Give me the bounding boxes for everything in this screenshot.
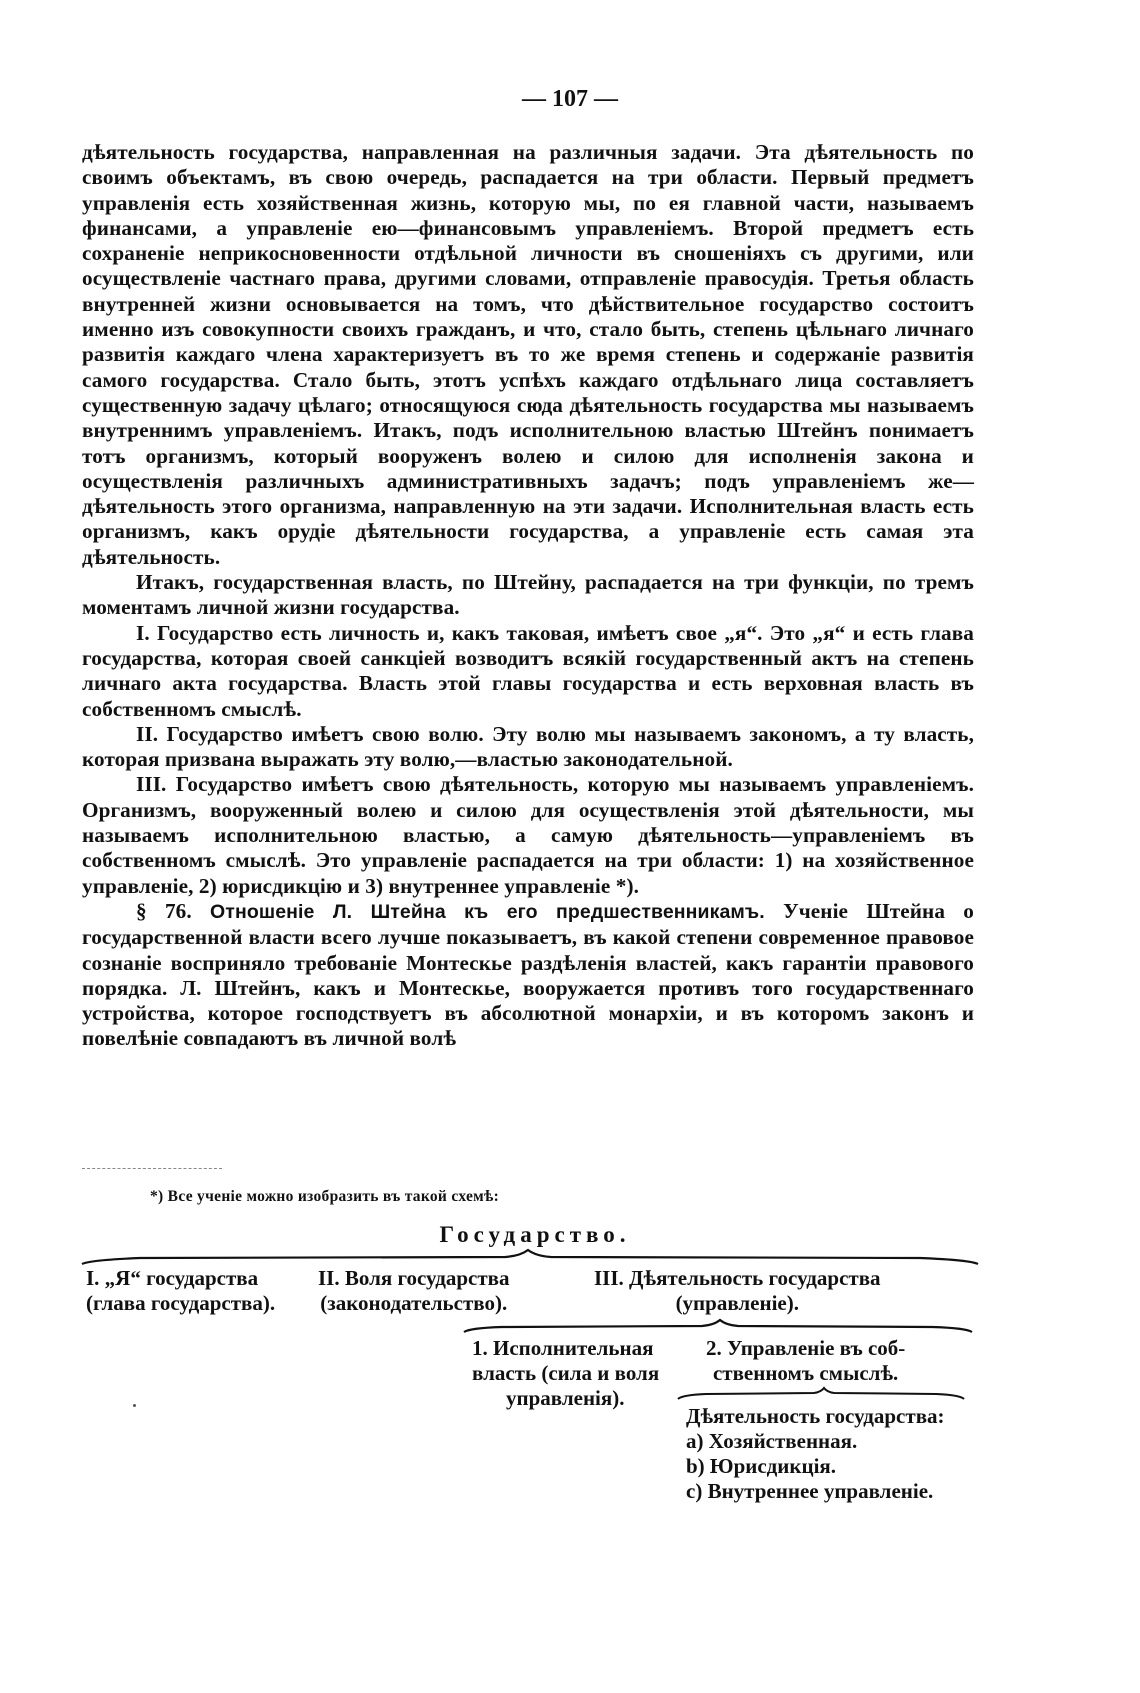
branch-head-line: I. „Я“ государства: [86, 1266, 259, 1290]
area-item: c) Внутреннее управленіе.: [686, 1479, 934, 1503]
executive-line: управленія).: [506, 1386, 625, 1410]
executive-line: 1. Исполнительная: [472, 1336, 654, 1360]
section-text: Ученіе Штейна о государственной власти всего лучше показываетъ, въ какой степени современное правовое сознаніе восприняло требованіе Монтескье раздѣленія властей, какъ гарантіи правового порядка. Л. Штейнъ, какъ и Монтескье, вооружается противъ того государственнаго устройства, которое господствуетъ въ абсолютной монархіи, и въ которомъ законъ и повелѣніе совпадаютъ въ личной волѣ: [82, 898, 974, 1051]
section-76: [82, 899, 974, 1052]
scheme-areas: [686, 1404, 945, 1504]
brace-administration: [676, 1386, 966, 1402]
branch-head-line: (глава государства).: [86, 1291, 276, 1315]
section-number: § 76.: [136, 898, 192, 923]
paragraph: I. Государство есть личность и, какъ таковая, имѣетъ свое „я“. Это „я“ и есть глава государства, которая своей санкціей возводитъ всякій государственный актъ на степень личнаго акта государства. Власть этой главы государства и есть верховная власть въ собственномъ смыслѣ.: [82, 620, 974, 721]
branch-will-line: (законодательство).: [320, 1291, 508, 1315]
branch-will-line: II. Воля государства: [318, 1266, 510, 1290]
footnote-separator: [82, 1168, 222, 1169]
executive-line: власть (сила и воля: [472, 1361, 660, 1385]
paragraph: II. Государство имѣетъ свою волю. Эту волю мы называемъ закономъ, а ту власть, которая призвана выражать эту волю,—властью законодательной.: [82, 721, 974, 772]
administration-line: ственномъ смыслѣ.: [712, 1361, 899, 1385]
brace-activity: [462, 1318, 974, 1336]
administration-line: 2. Управленіе въ соб-: [706, 1336, 906, 1360]
scheme-administration: [706, 1336, 905, 1386]
area-item: a) Хозяйственная.: [686, 1429, 858, 1453]
page-number: — 107 —: [522, 86, 618, 112]
scan-speck: [133, 1404, 136, 1407]
paragraph: дѣятельность государства, направленная на различныя задачи. Эта дѣятельность по своимъ объектамъ, въ свою очередь, распадается на три области. Первый предметъ управленія есть хозяйственная жизнь, которую мы, по ея главной части, называемъ финансами, а управленіе ею—финансовымъ управленіемъ. Второй предметъ есть сохраненіе неприкосновенности отдѣльной личности въ сношеніяхъ съ другими, или осуществленіе частнаго права, другими словами, отправленіе правосудія. Третья область внутренней жизни основывается на томъ, что дѣйствительное государство состоитъ именно изъ совокупности своихъ гражданъ, и что, стало быть, степень цѣльнаго личнаго развитія каждаго члена характеризуетъ въ то же время степень и содержаніе развитія самого государства. Стало быть, этотъ успѣхъ каждаго отдѣльнаго лица составляетъ существенную задачу цѣлаго; относящуюся сюда дѣятельность государства мы называемъ внутреннимъ управленіемъ. Итакъ, подъ исполнительною властью Штейнъ понимаетъ тотъ организмъ, который вооруженъ волею и силою для исполненія закона и осуществленія различныхъ административныхъ задачъ; подъ управленіемъ же—дѣятельность этого организма, направленную на эти задачи. Исполнительная власть есть организмъ, какъ орудіе дѣятельности государства, а управленіе есть самая эта дѣятельность.: [82, 140, 974, 569]
main-text: [82, 140, 974, 1052]
scheme-branch-will: [318, 1266, 509, 1316]
section-title: Отношеніе Л. Штейна къ его предшественникамъ.: [210, 900, 765, 923]
footnote-intro: *) Все ученіе можно изобразить въ такой схемѣ:: [150, 1188, 500, 1205]
scheme-branch-head: [86, 1266, 275, 1316]
brace-top: [80, 1248, 980, 1268]
branch-activity-line: (управленіе).: [675, 1291, 799, 1315]
areas-title: Дѣятельность государства:: [686, 1404, 945, 1428]
paragraph: III. Государство имѣетъ свою дѣятельность, которую мы называемъ управленіемъ. Организмъ, вооруженный волею и силою для осуществленія этой дѣятельности, мы называемъ исполнительною властью, а самую дѣятельность—управленіемъ въ собственномъ смыслѣ. Это управленіе распадается на три области: 1) на хозяйственное управленіе, 2) юрисдикцію и 3) внутреннее управленіе *).: [82, 772, 974, 898]
area-item: b) Юрисдикція.: [686, 1454, 837, 1478]
branch-activity-line: III. Дѣятельность государства: [594, 1266, 881, 1290]
scheme-branch-activity: [594, 1266, 881, 1316]
scheme-executive: [472, 1336, 659, 1411]
paragraph: Итакъ, государственная власть, по Штейну, распадается на три функціи, по тремъ моментамъ личной жизни государства.: [82, 570, 974, 620]
scheme-title: Государство.: [439, 1222, 631, 1247]
